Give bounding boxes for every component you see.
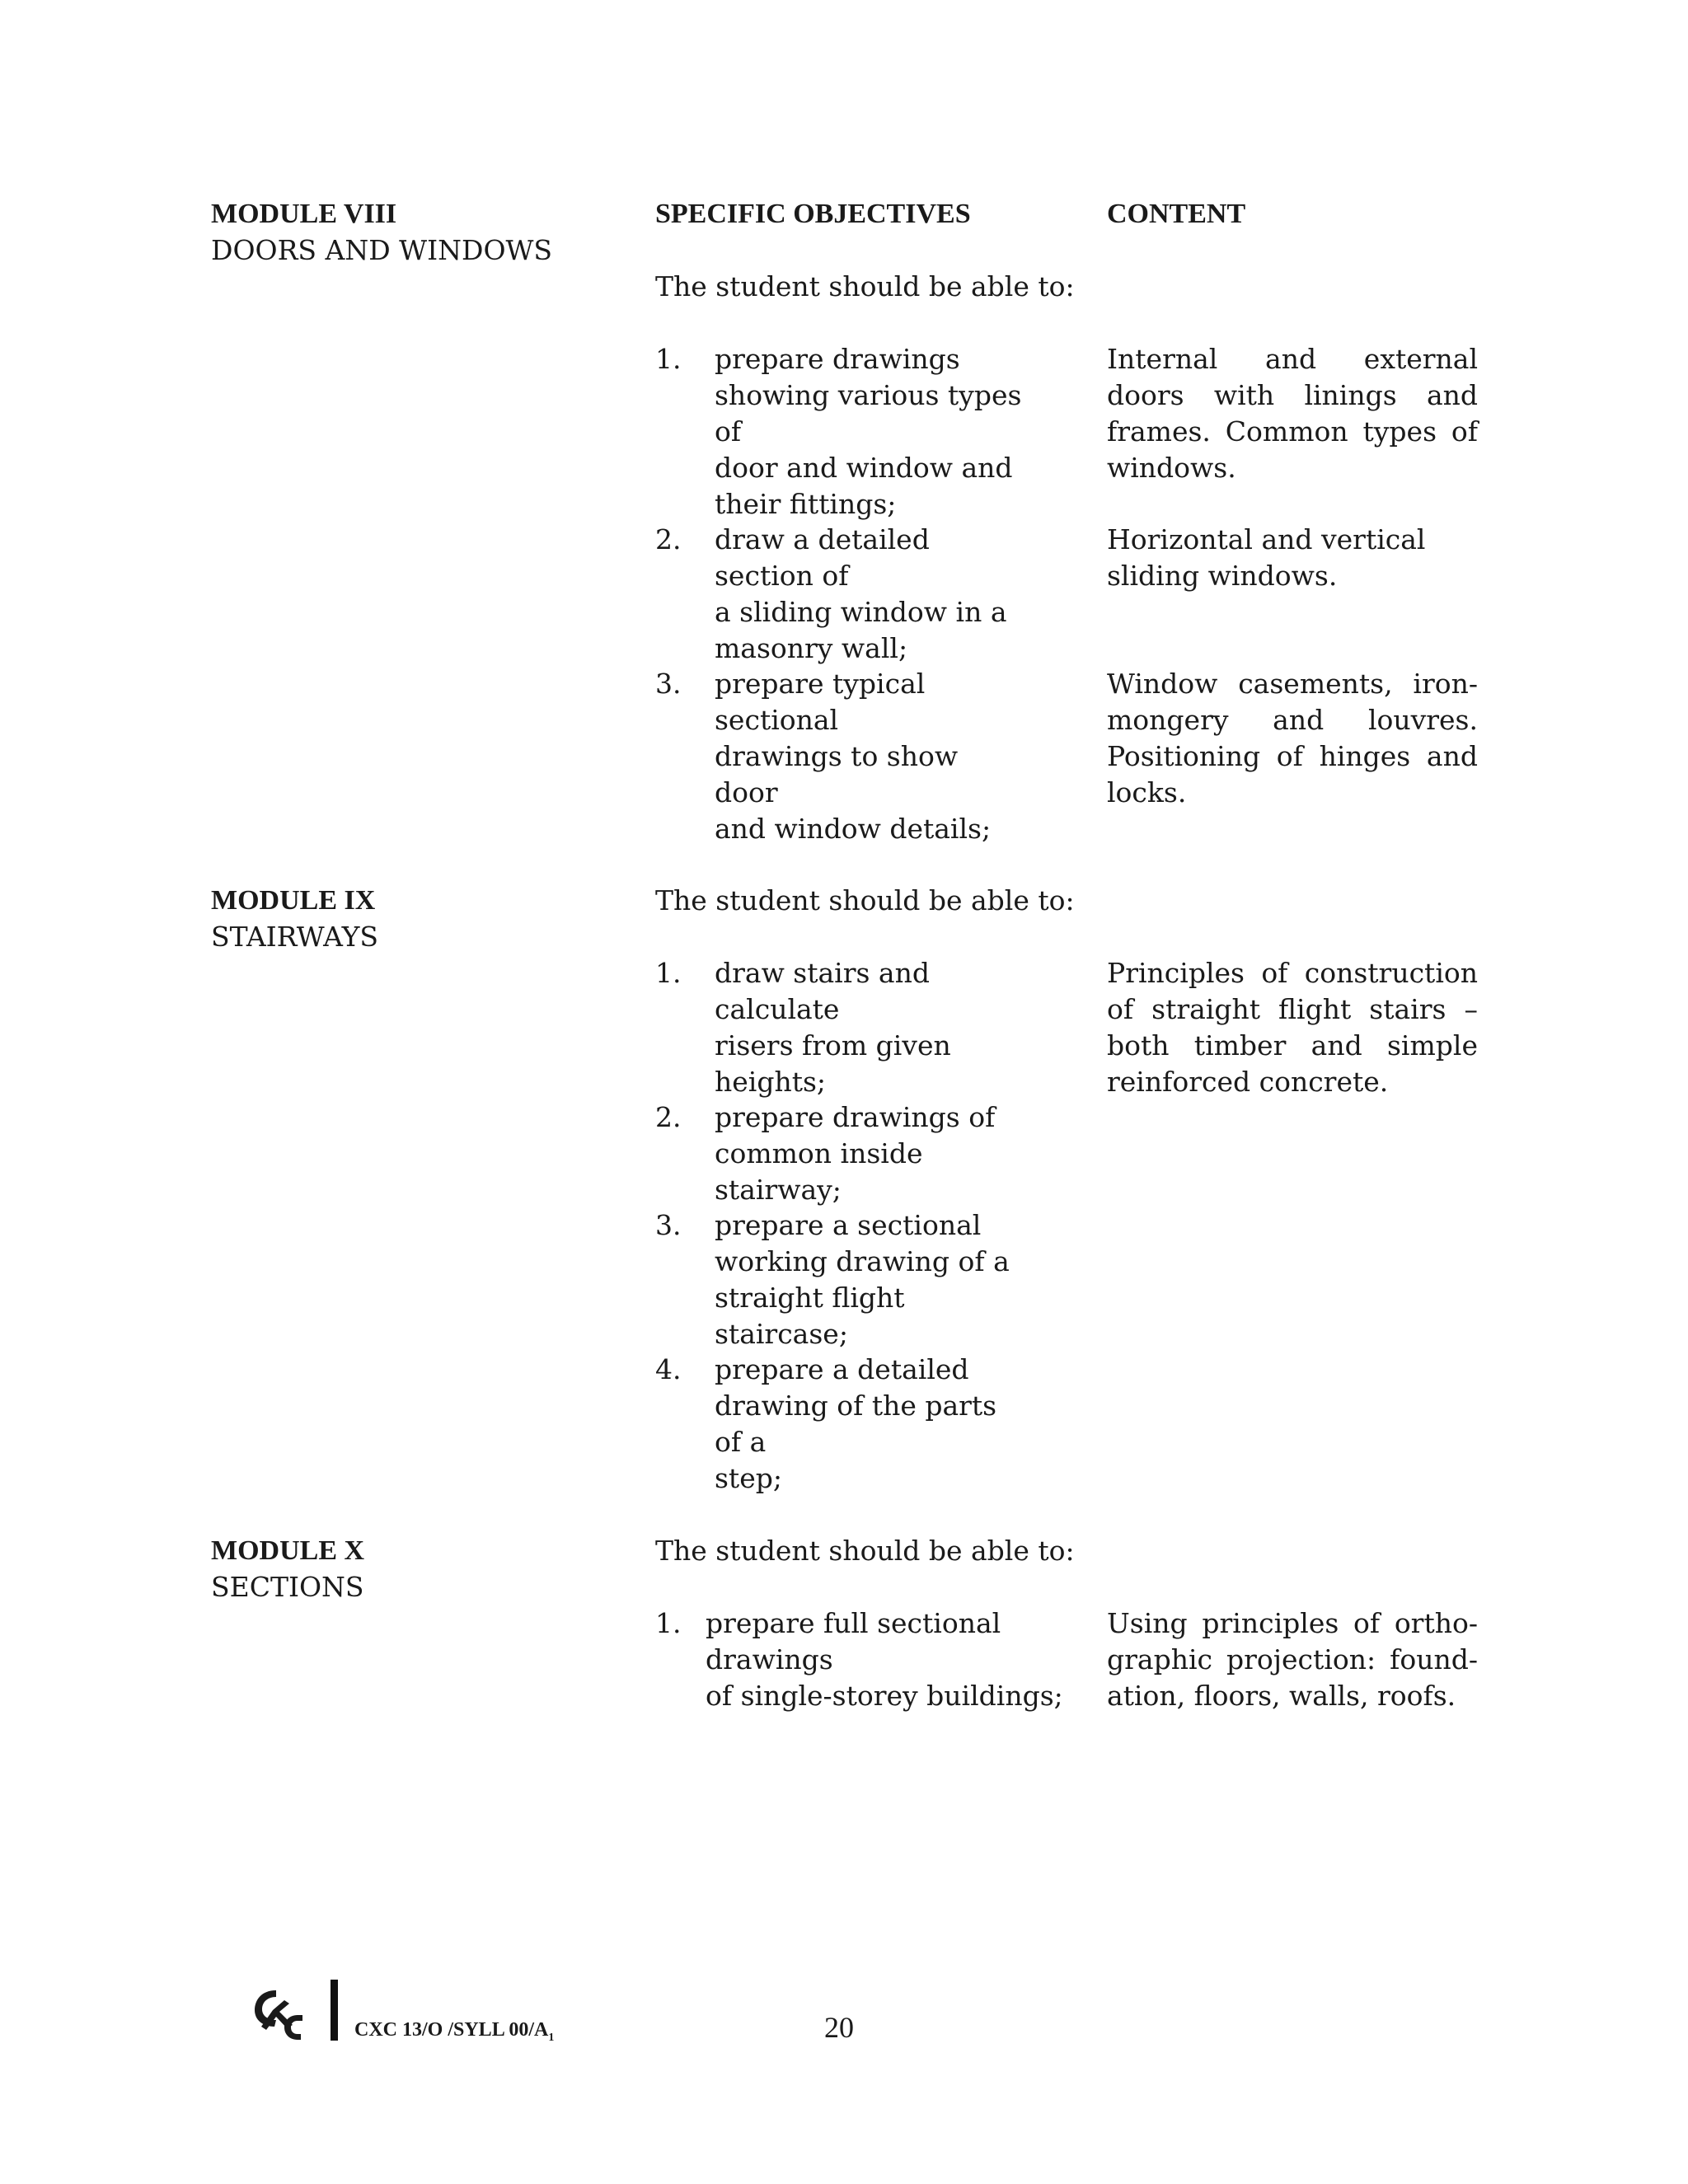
- module-8-intro: The student should be able to:: [655, 270, 1075, 302]
- objective-line: prepare a detailed: [715, 1353, 969, 1385]
- module-9-subtitle: STAIRWAYS: [211, 921, 378, 953]
- module-8-subtitle: DOORS AND WINDOWS: [211, 234, 553, 266]
- module-10-title: MODULE X: [211, 1535, 365, 1566]
- objective-line: common inside stairway;: [715, 1137, 923, 1206]
- content-text: Principles of construction of straight flight stairs – both timber and simple reinforced concrete.: [1107, 957, 1478, 1098]
- objective-line: straight flight staircase;: [715, 1282, 905, 1350]
- objective-number: 1.: [655, 957, 682, 989]
- objective-line: prepare full sectional drawings: [706, 1607, 1001, 1675]
- objective-line: of single-storey buildings;: [706, 1680, 1063, 1712]
- module-9-intro: The student should be able to:: [655, 884, 1075, 916]
- objective-line: a sliding window in a: [715, 596, 1007, 628]
- syllabus-code-text: CXC 13/O /SYLL 00/A: [354, 2019, 549, 2041]
- page-number: 20: [824, 2011, 854, 2044]
- objective-text: [715, 955, 1028, 1100]
- module-10-intro: The student should be able to:: [655, 1535, 1075, 1567]
- module-9-title: MODULE IX: [211, 885, 376, 916]
- objective-text: [715, 341, 1028, 523]
- cxc-logo-icon: [251, 1982, 311, 2041]
- cxc-logo: [251, 1982, 311, 2041]
- syllabus-code-subscript: 1: [548, 2031, 555, 2044]
- objective-line: showing various types of: [715, 379, 1022, 448]
- objective-number: 3.: [655, 668, 682, 700]
- syllabus-code: [354, 2018, 554, 2050]
- objective-number: 3.: [655, 1209, 682, 1241]
- objective-line: prepare a sectional: [715, 1209, 982, 1241]
- objective-line: working drawing of a: [715, 1245, 1010, 1277]
- content-text: Using principles of ortho-graphic projection: found-ation, floors, walls, roofs.: [1107, 1607, 1478, 1712]
- objective-line: risers from given heights;: [715, 1029, 951, 1098]
- objective-line: drawing of the parts of a: [715, 1390, 997, 1458]
- objective-text: [715, 522, 1028, 667]
- objective-line: their fittings;: [715, 488, 897, 520]
- content-text: Window casements, iron-mongery and louvres. Positioning of hinges and locks.: [1107, 668, 1478, 808]
- objective-line: draw stairs and calculate: [715, 957, 930, 1025]
- objective-line: masonry wall;: [715, 632, 908, 664]
- objective-text: [715, 1352, 1028, 1497]
- objective-line: prepare drawings of: [715, 1101, 996, 1133]
- objective-line: door and window and: [715, 452, 1013, 484]
- objective-text: [706, 1605, 1085, 1714]
- objective-number: 4.: [655, 1353, 682, 1385]
- objective-line: prepare typical sectional: [715, 668, 926, 736]
- content-text: Horizontal and vertical sliding windows.: [1107, 523, 1426, 592]
- content-header: CONTENT: [1107, 199, 1246, 229]
- objective-line: step;: [715, 1462, 782, 1494]
- footer-divider: [331, 1980, 338, 2041]
- objective-number: 1.: [655, 1607, 682, 1639]
- objective-text: [715, 1099, 1028, 1208]
- objective-text: [715, 666, 1028, 847]
- module-10-subtitle: SECTIONS: [211, 1571, 364, 1603]
- objective-line: and window details;: [715, 813, 992, 845]
- objective-line: draw a detailed section of: [715, 523, 930, 592]
- objective-number: 2.: [655, 1101, 682, 1133]
- module-8-title: MODULE VIII: [211, 199, 397, 229]
- objective-line: prepare drawings: [715, 343, 960, 375]
- logo-text: [311, 1982, 312, 1983]
- objective-number: 2.: [655, 523, 682, 555]
- objective-line: drawings to show door: [715, 740, 959, 808]
- content-text: Internal and external doors with linings and frames. Common types of windows.: [1107, 343, 1478, 484]
- specific-objectives-header: SPECIFIC OBJECTIVES: [655, 199, 971, 229]
- objective-text: [715, 1207, 1028, 1352]
- objective-number: 1.: [655, 343, 682, 375]
